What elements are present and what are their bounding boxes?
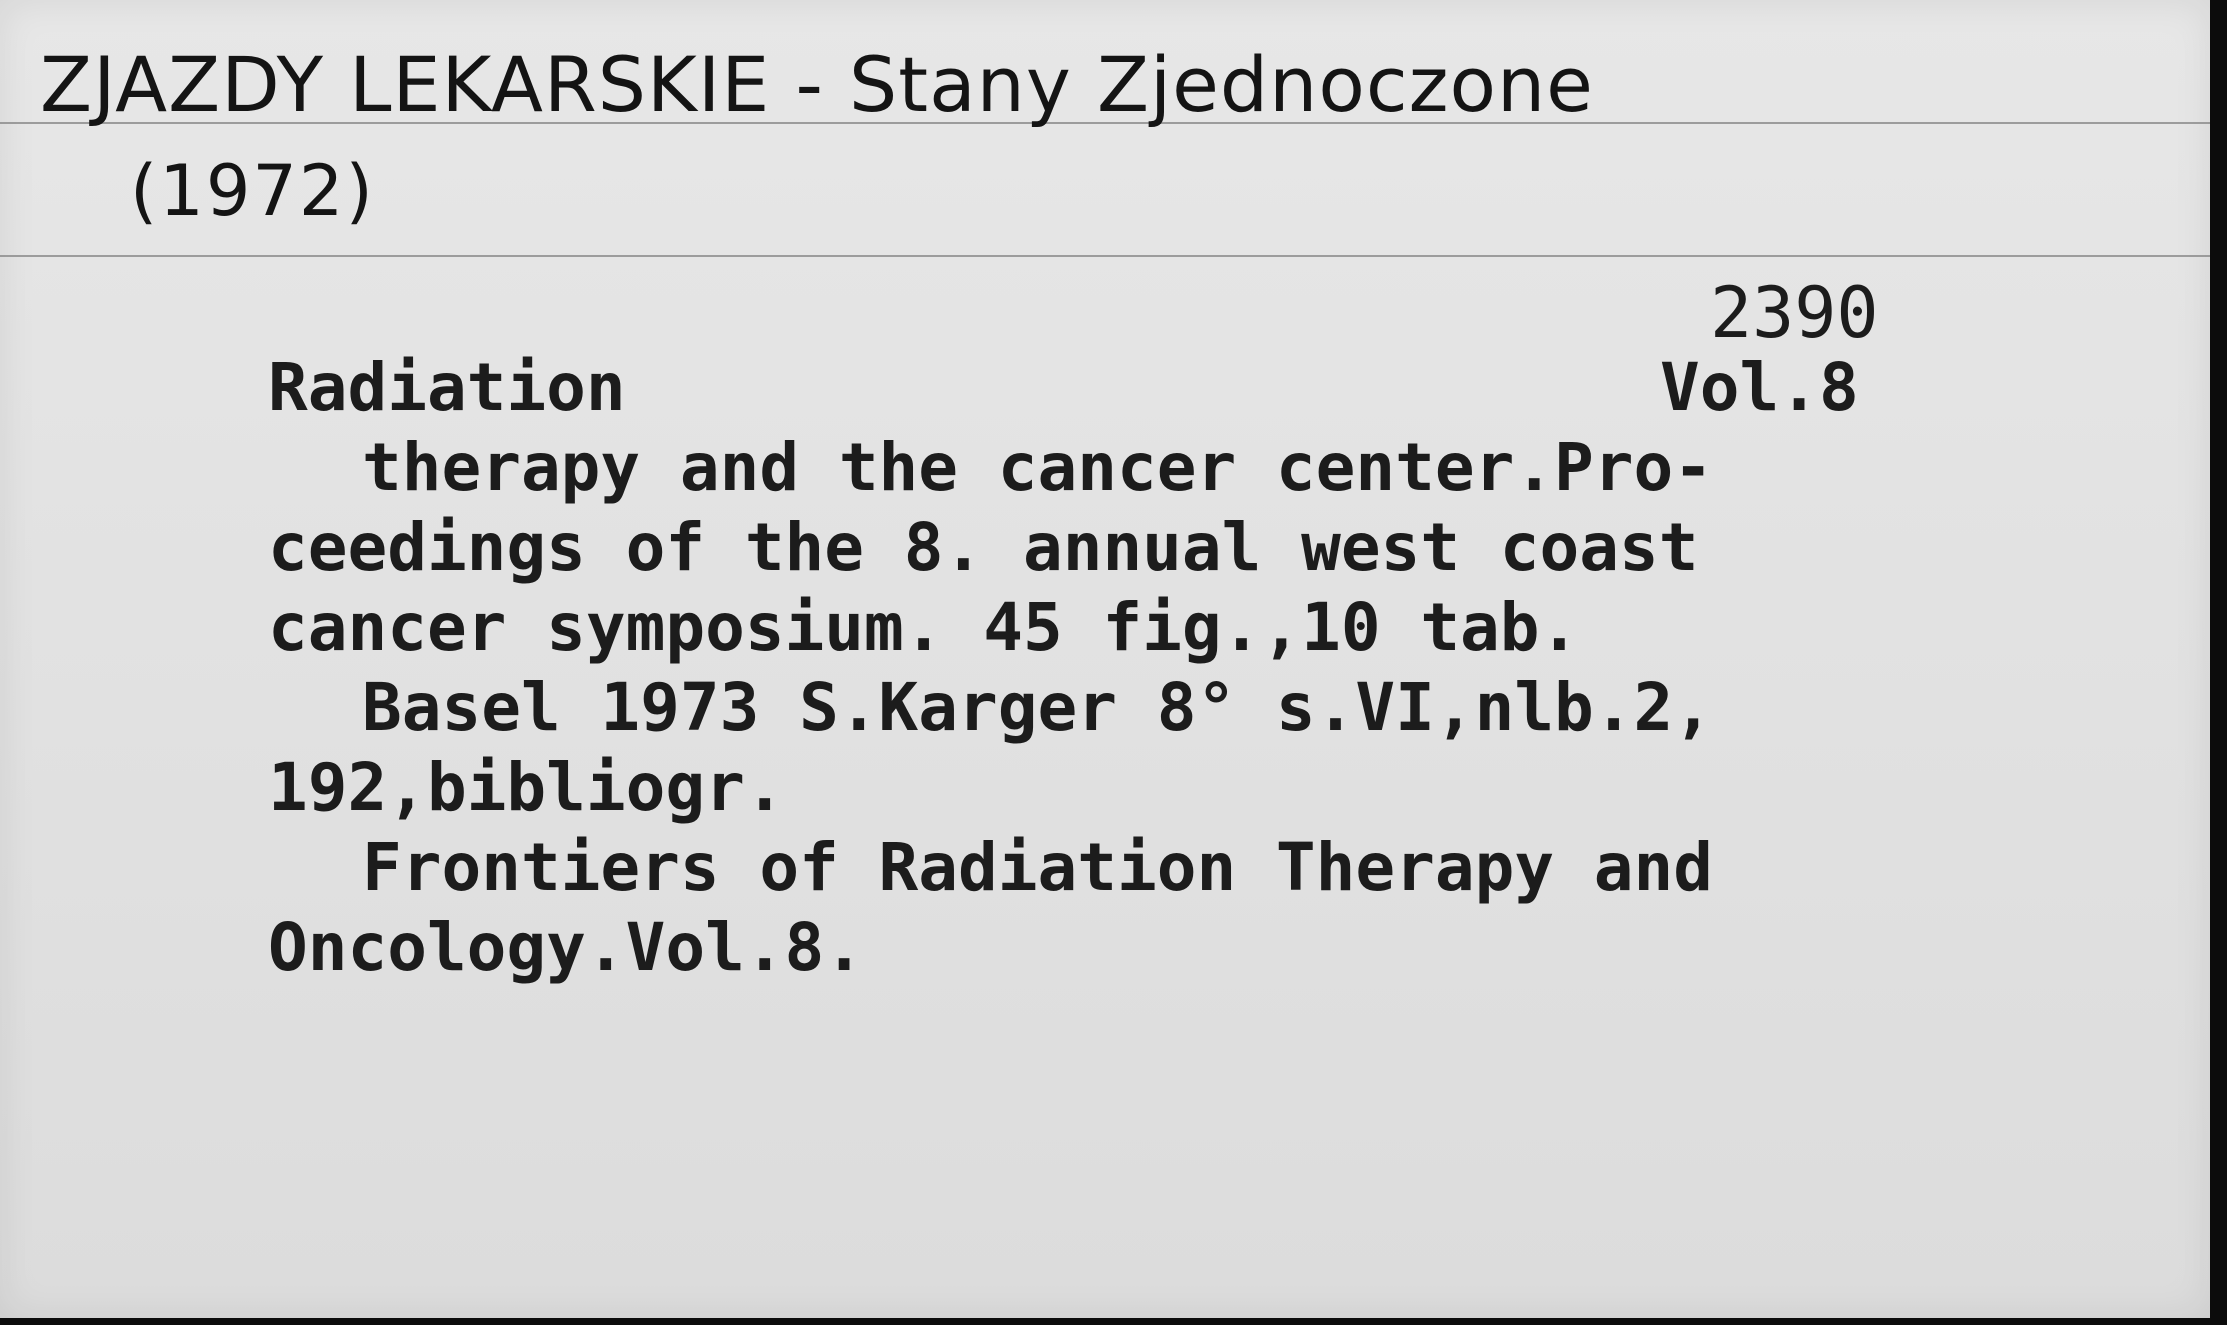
volume-label: Vol.8 [1660,349,1859,426]
subject-heading: ZJAZDY LEKARSKIE - Stany Zjednoczone [40,40,1594,129]
series-line-1: Frontiers of Radiation Therapy and [362,829,1714,906]
call-number: 2390 [1710,272,1879,354]
subject-heading-year: (1972) [130,150,375,232]
imprint-line-2: 192,bibliogr. [268,749,785,826]
title-line-2: therapy and the cancer center.Pro- [362,429,1714,506]
title-line-3: ceedings of the 8. annual west coast [268,509,1699,586]
title-line-1: Radiation [268,349,626,426]
imprint-line-1: Basel 1973 S.Karger 8° s.VI,nlb.2, [362,669,1714,746]
series-line-2: Oncology.Vol.8. [268,909,865,986]
ruled-line-bottom [0,255,2210,257]
title-line-4: cancer symposium. 45 fig.,10 tab. [268,589,1580,666]
